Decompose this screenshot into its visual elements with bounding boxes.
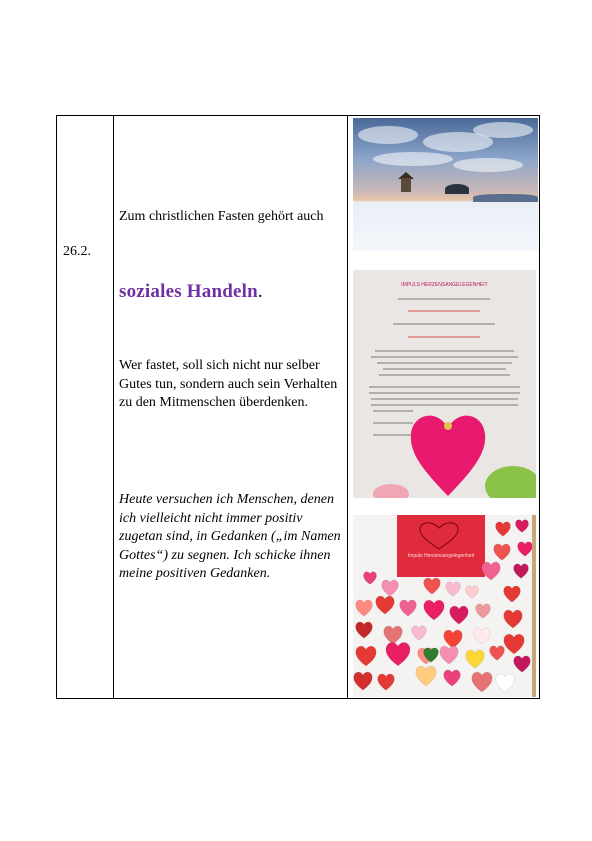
letter-heart-photo (353, 270, 536, 498)
column-divider (113, 116, 114, 698)
letter-title: IMPULS HERZENSANGELEGENHEIT (401, 282, 488, 288)
paper-heart-icon (504, 586, 521, 602)
paper-heart-icon (376, 596, 394, 614)
paper-heart-icon (476, 604, 491, 618)
green-paper-disc (485, 466, 536, 498)
paper-heart-icon (504, 634, 524, 654)
highlight-words: soziales Handeln (119, 281, 258, 302)
paper-heart-icon (424, 578, 441, 594)
wooden-frame (532, 515, 536, 697)
paper-heart-icon (466, 586, 479, 599)
paper-heart-icon (446, 582, 461, 596)
paper-hearts (353, 515, 536, 697)
winter-chapel-photo (353, 118, 538, 251)
paper-heart-icon (504, 610, 522, 628)
paper-heart-icon (356, 646, 376, 666)
highlight-text (119, 283, 341, 302)
paper-heart-icon (364, 572, 377, 585)
paper-heart-icon (444, 670, 461, 686)
entry-date: 26.2. (63, 244, 91, 259)
body-text: Wer fastet, soll sich nicht nur selber Gutes tun, sondern auch sein Verhalten zu den Mitmenschen überdenken. (119, 358, 338, 410)
paper-heart-icon (354, 672, 372, 690)
prayer-text: Heute versuchen ich Menschen, denen ich vielleicht nicht immer positiv zugetan sind, in Gedanken („im Namen Gottes“) zu segnen. Ich schicke ihnen meine positiven Gedanken. (119, 492, 341, 581)
paper-heart-icon (466, 650, 484, 668)
pushpin-icon (444, 422, 452, 430)
paper-heart-icon (356, 622, 373, 638)
paper-heart-icon (516, 520, 529, 533)
paper-heart-icon (440, 646, 458, 664)
card-caption: Impuls Herzensangelegenheit (407, 553, 475, 559)
paper-heart-icon (496, 674, 514, 692)
paper-heart-icon (412, 626, 427, 640)
paper-heart-icon (450, 606, 468, 624)
paper-heart-icon (494, 544, 511, 560)
paper-heart-icon (444, 630, 462, 648)
paper-heart-icon (382, 580, 399, 596)
column-divider (347, 116, 348, 698)
paper-heart-icon (416, 666, 436, 686)
paper-heart-icon (384, 626, 402, 644)
paper-heart-icon (386, 642, 410, 665)
pink-paper-disc (373, 484, 409, 498)
heart-wall-photo (353, 515, 536, 697)
paper-heart-icon (424, 600, 444, 620)
paper-heart-icon (474, 628, 491, 644)
highlight-period: . (257, 281, 263, 302)
paper-heart-icon (490, 646, 505, 660)
paper-heart-icon (378, 674, 395, 690)
intro-text: Zum christlichen Fasten gehört auch (119, 209, 324, 224)
paper-heart-icon (514, 656, 531, 672)
paper-heart-icon (496, 522, 511, 536)
paper-heart-icon (514, 564, 529, 578)
paper-heart-icon (400, 600, 417, 616)
paper-heart-icon (472, 672, 492, 692)
paper-heart-icon (518, 542, 533, 556)
pink-heart-icon (407, 406, 489, 498)
paper-heart-icon (356, 600, 373, 616)
paper-heart-icon (482, 562, 500, 580)
